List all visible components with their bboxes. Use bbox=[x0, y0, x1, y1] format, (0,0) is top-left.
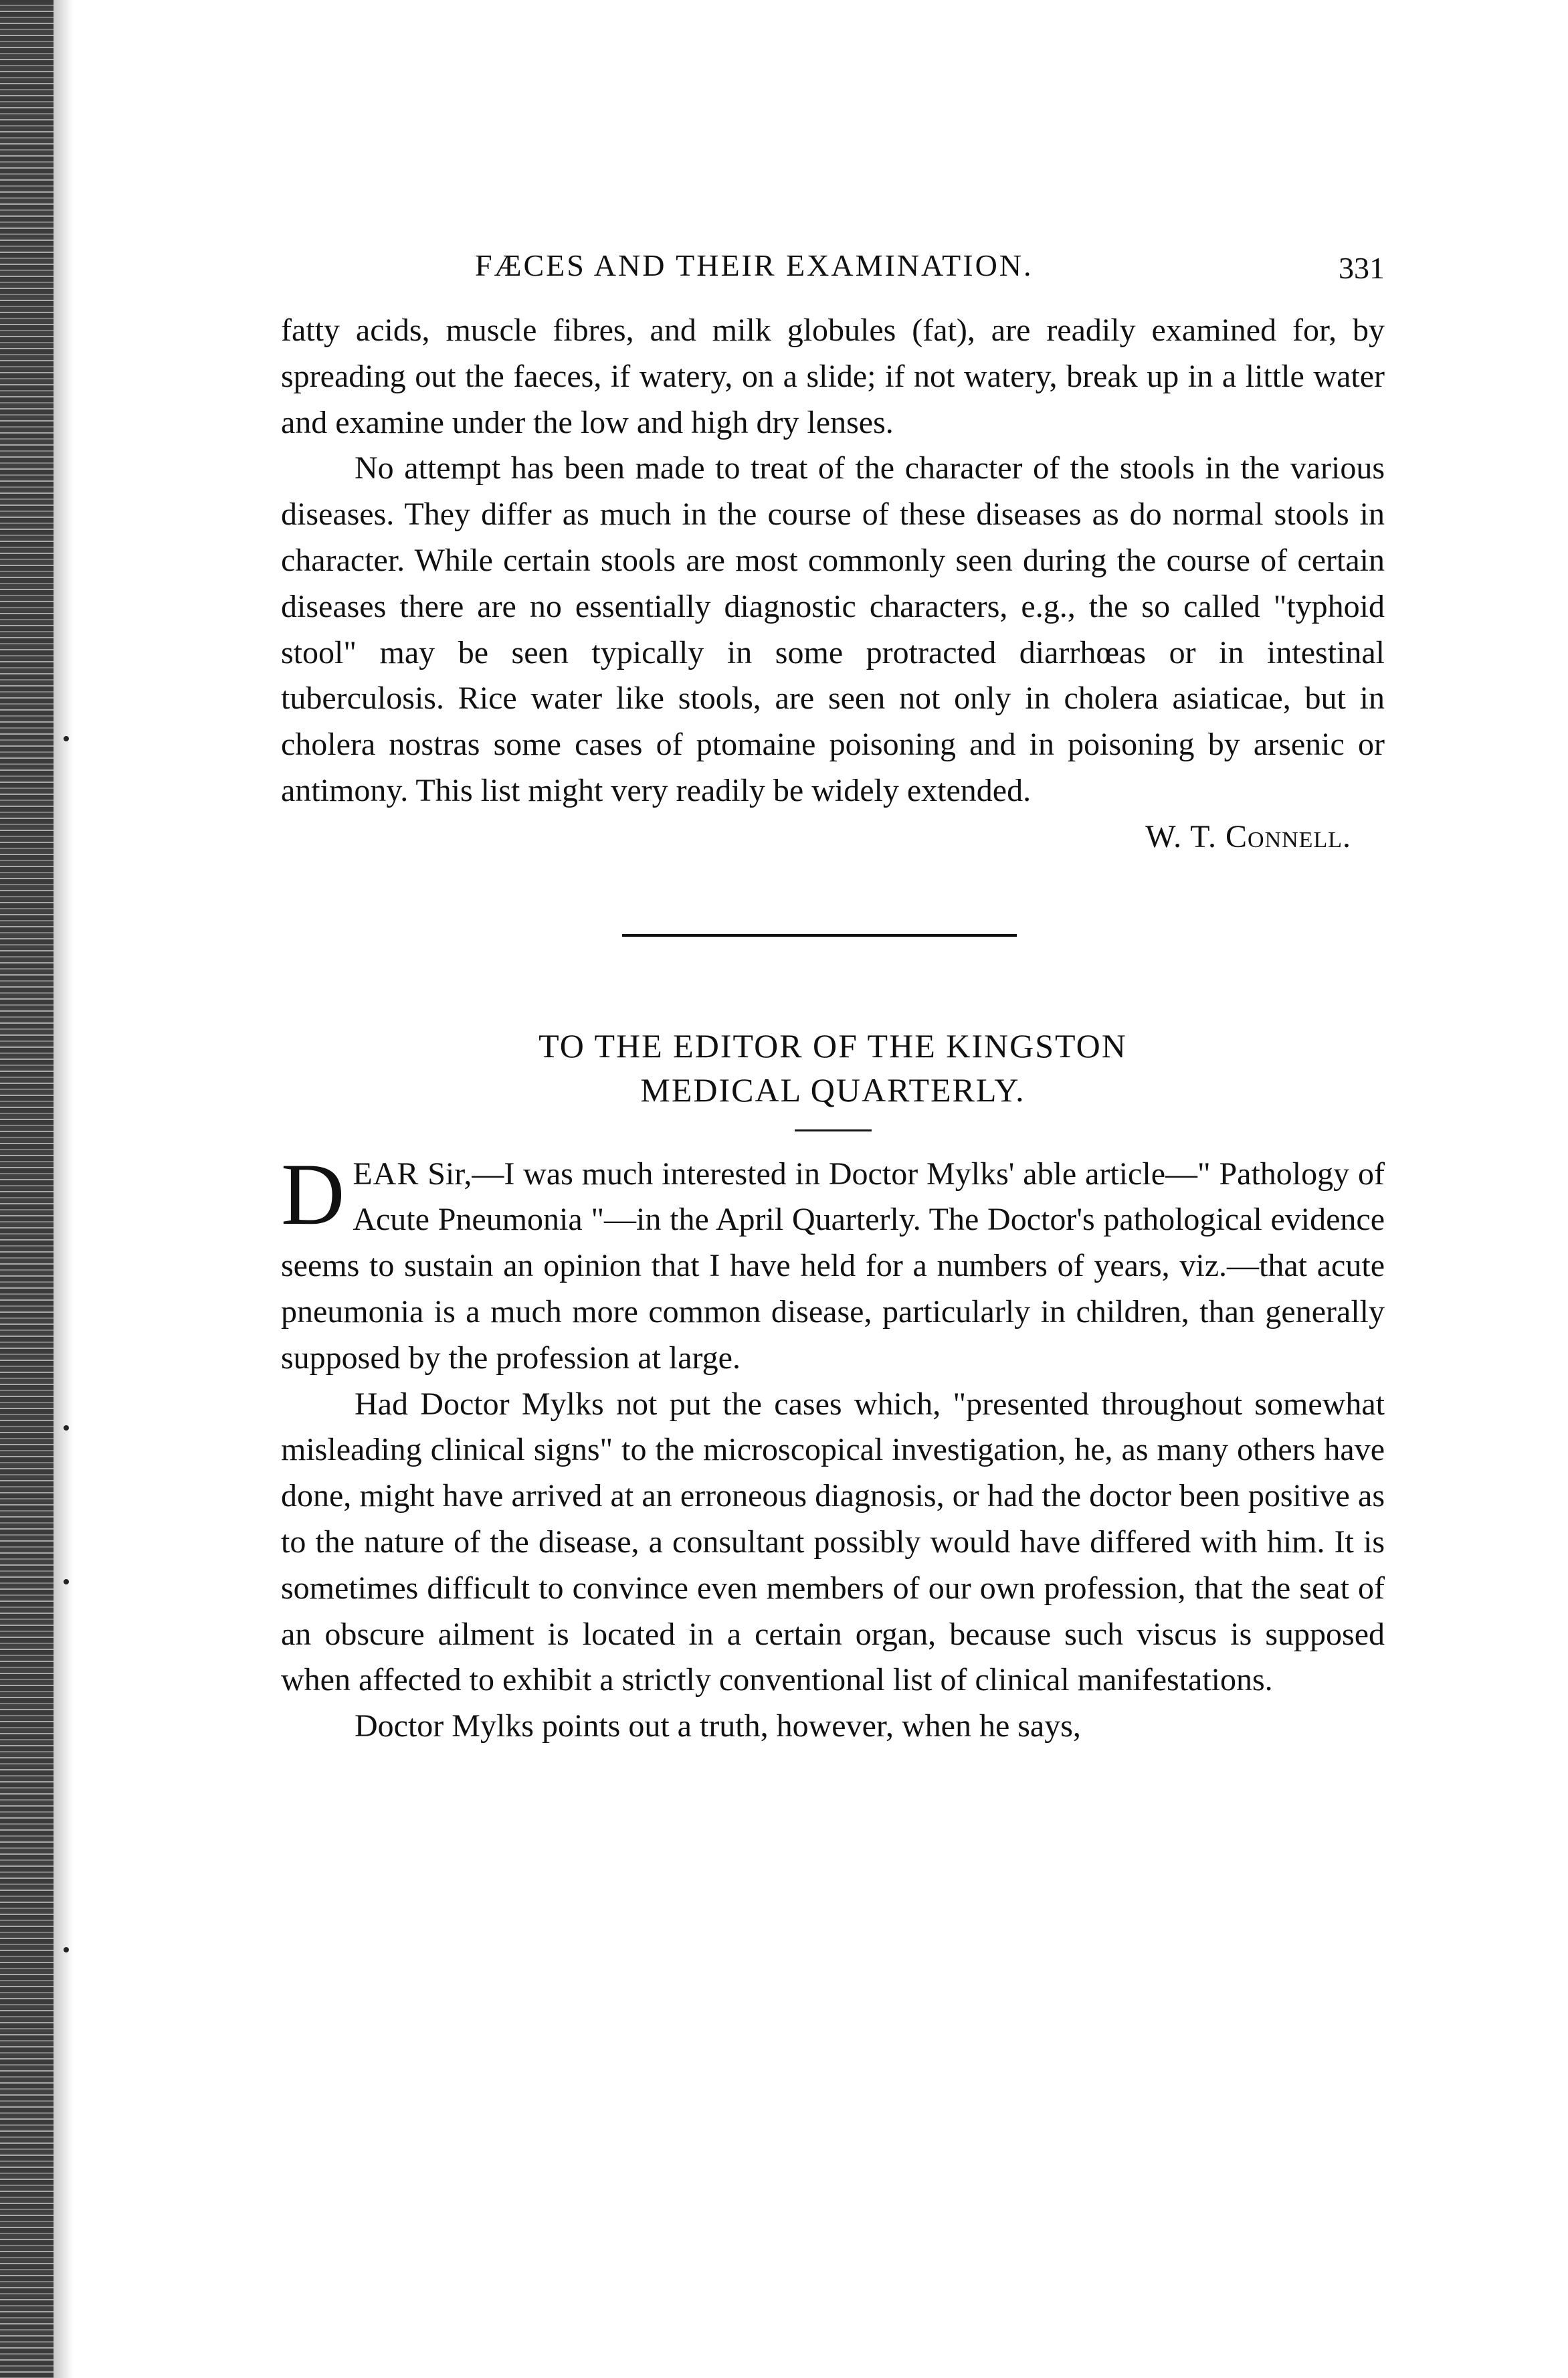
signature-text: W. T. Connell. bbox=[1145, 818, 1351, 854]
running-title: FÆCES AND THEIR EXAMINATION. bbox=[475, 248, 1034, 282]
paragraph: fatty acids, muscle fibres, and milk globules (fat), are readily examined for, by spreading out the faeces, if watery, on a slide; if not watery, break up in a little water and examine under the low and high dry lenses. bbox=[281, 312, 1385, 440]
drop-cap: D bbox=[281, 1144, 345, 1243]
paragraph-text: Sir,—I was much interested in Doctor Mylks' able article—" Pathology of Acute Pneumonia "—in the April Quarterly. The Doctor's pathological evidence seems to sustain an opinion that I have held for a numbers of years, viz.—that acute pneumonia is a much more common disease, particularly in children, than generally supposed by the profession at large. bbox=[281, 1156, 1385, 1376]
book-binding-edge bbox=[0, 0, 54, 2378]
author-signature bbox=[281, 814, 1385, 860]
paragraph: No attempt has been made to treat of the character of the stools in the various diseases. They differ as much in the course of these diseases as do normal stools in character. While certain stools are most commonly seen during the course of certain diseases there are no essentially diagnostic characters, e.g., the so called "typhoid stool" may be seen typically in some protracted diarrhœas or in intestinal tuberculosis. Rice water like stools, are seen not only in cholera asiaticae, but in cholera nostras some cases of ptomaine poisoning and in poisoning by arsenic or antimony. This list might very readily be widely extended. bbox=[281, 450, 1385, 808]
margin-speck bbox=[64, 736, 69, 741]
letter-heading-line-1: TO THE EDITOR OF THE KINGSTON bbox=[538, 1026, 1127, 1065]
article-continuation bbox=[281, 308, 1385, 814]
running-head bbox=[281, 248, 1385, 308]
paragraph: Had Doctor Mylks not put the cases which, "presented throughout somewhat misleading clinical signs" to the microscopical investigation, he, as many others have done, might have arrived at an erroneous diagnosis, or had the doctor been positive as to the nature of the disease, a consultant possibly would have differed with him. It is sometimes difficult to convince even members of our own profession, that the seat of an obscure ailment is located in a certain organ, because such viscus is supposed when affected to exhibit a strictly conventional list of clinical manifestations. bbox=[281, 1386, 1385, 1698]
page-number: 331 bbox=[1339, 251, 1385, 285]
book-page bbox=[281, 248, 1385, 1750]
lead-word: EAR bbox=[353, 1156, 419, 1192]
margin-speck bbox=[64, 1579, 69, 1584]
margin-speck bbox=[64, 1425, 69, 1431]
section-divider bbox=[622, 934, 1017, 937]
paragraph: Doctor Mylks points out a truth, however, when he says, bbox=[355, 1708, 1081, 1744]
heading-divider bbox=[795, 1129, 872, 1131]
letter-heading-line-2: MEDICAL QUARTERLY. bbox=[640, 1071, 1025, 1109]
letter-body bbox=[281, 1144, 1385, 1750]
margin-speck bbox=[64, 1947, 69, 1952]
letter-heading bbox=[281, 1024, 1385, 1131]
paragraph bbox=[281, 1144, 1385, 1382]
